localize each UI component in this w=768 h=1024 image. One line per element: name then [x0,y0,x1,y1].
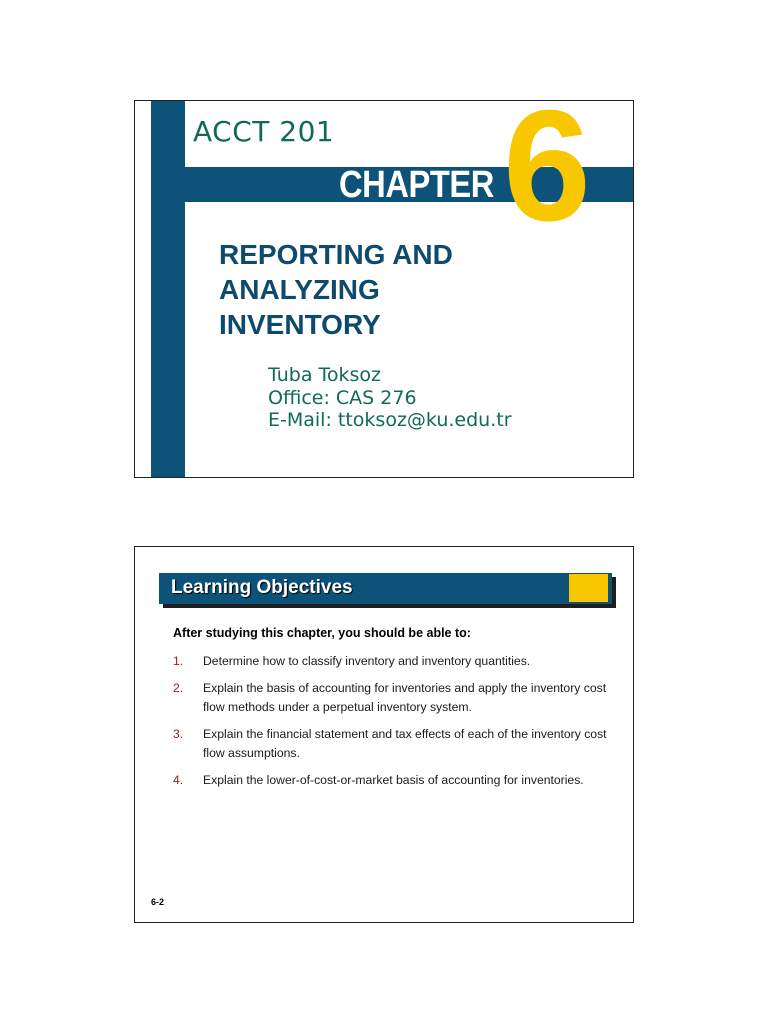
objective-number: 2. [173,681,184,695]
chapter-label: CHAPTER [339,164,494,206]
objective-number: 3. [173,727,184,741]
chapter-title [219,237,453,342]
objective-text: Explain the lower-of-cost-or-market basis of accounting for inventories. [203,773,584,787]
vertical-accent-bar [151,101,185,477]
objective-text: Explain the basis of accounting for inventories and apply the inventory cost flow methods under a perpetual inventory system. [203,681,607,714]
chapter-title-line: ANALYZING [219,274,380,305]
objective-text: Determine how to classify inventory and inventory quantities. [203,654,531,668]
objective-number: 4. [173,773,184,787]
slide-number: 6-2 [151,897,165,907]
chapter-title-line: INVENTORY [219,309,381,340]
objectives-list [173,652,618,798]
chapter-number: 6 [503,100,591,254]
objectives-intro: After studying this chapter, you should be able to: [173,626,471,640]
course-code: ACCT 201 [193,115,335,148]
objective-item [173,771,618,790]
instructor-email: E-Mail: ttoksoz@ku.edu.tr [268,409,512,431]
objective-number: 1. [173,654,184,668]
objectives-header-bar [159,573,612,604]
objective-item [173,725,618,763]
title-slide [134,100,634,478]
objectives-header-title: Learning Objectives [171,577,353,598]
instructor-name: Tuba Toksoz [268,364,382,386]
instructor-info [268,364,512,432]
instructor-office: Office: CAS 276 [268,386,417,409]
objective-text: Explain the financial statement and tax effects of each of the inventory cost flow assumptions. [203,727,607,760]
objective-item [173,679,618,717]
header-accent-block [569,574,608,602]
objectives-slide [134,546,634,923]
objective-item [173,652,618,671]
chapter-title-line: REPORTING AND [219,239,453,270]
